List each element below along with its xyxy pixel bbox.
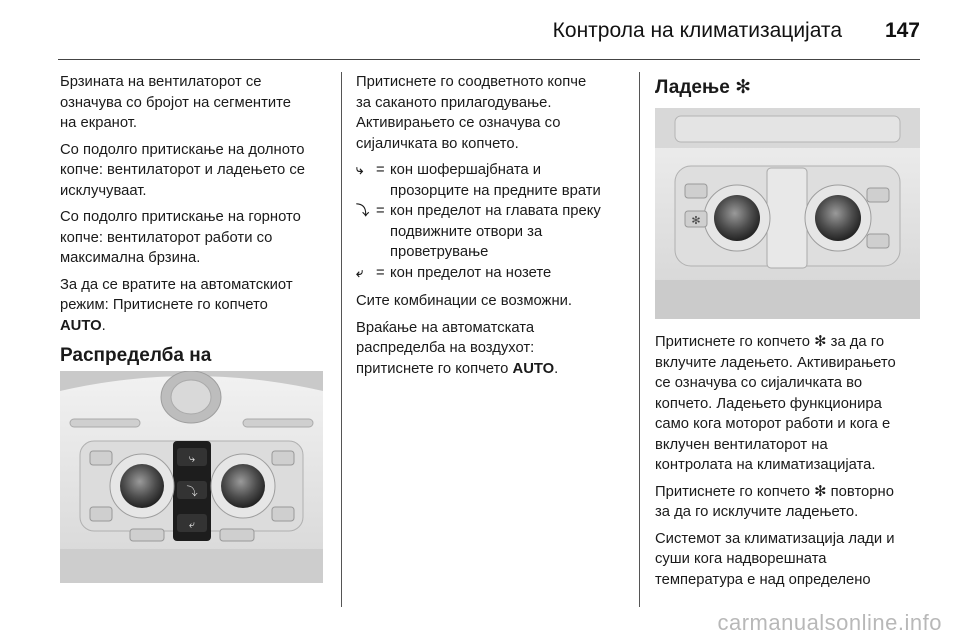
legend-text: прозорците на предните врати bbox=[390, 182, 601, 199]
page-header bbox=[0, 0, 960, 60]
text-line: се означува со сијаличката во bbox=[655, 375, 863, 391]
paragraph-lower-button bbox=[60, 140, 332, 202]
svg-text:⤷: ⤷ bbox=[188, 453, 196, 465]
svg-text:⤵: ⤵ bbox=[186, 486, 198, 498]
text-line: вклучен вентилаторот на bbox=[655, 436, 828, 453]
text-line: Со подолго притискање на долното bbox=[60, 141, 305, 158]
legend-text: кон пределот на нозете bbox=[390, 264, 552, 281]
text-line: Притиснете го копчето bbox=[655, 334, 811, 350]
auto-label: AUTO bbox=[512, 360, 555, 377]
head-airflow-icon: ⤵ bbox=[356, 203, 370, 218]
watermark: carmanualsonline.info bbox=[717, 610, 942, 635]
text-line: копче: вентилаторот и ладењето се bbox=[60, 162, 306, 178]
legend-row-windshield bbox=[356, 160, 632, 201]
paragraph-combinations bbox=[356, 291, 632, 312]
text-line: за да го исклучите ладењето. bbox=[655, 504, 859, 520]
text-line: на екранот. bbox=[60, 115, 137, 131]
paragraph-upper-button bbox=[60, 207, 332, 269]
middle-column bbox=[356, 72, 632, 385]
air-distribution-legend bbox=[356, 160, 632, 283]
text-line: максимална брзина. bbox=[60, 250, 201, 266]
paragraph-cooling-off bbox=[655, 482, 933, 523]
heading-text: Ладење bbox=[655, 77, 730, 98]
column-divider-right bbox=[639, 72, 640, 607]
text-line: притиснете го копчето bbox=[356, 360, 509, 377]
text-line: За да се вратите на автоматскиот bbox=[60, 276, 293, 293]
svg-text:✻: ✻ bbox=[691, 215, 701, 227]
text-line: копчето. Ладењето функционира bbox=[655, 395, 882, 412]
snowflake-icon: ✻ bbox=[814, 334, 827, 350]
text-line: исклучуваат. bbox=[60, 182, 147, 199]
text-line: копче: вентилаторот работи со bbox=[60, 229, 273, 246]
left-column bbox=[60, 72, 332, 398]
legend-equals: = bbox=[376, 203, 385, 219]
windshield-airflow-icon: ⤷ bbox=[356, 162, 364, 177]
text-line: само кога моторот работи и кога е bbox=[655, 416, 891, 432]
text-line: вклучите ладењето. Активирањето bbox=[655, 354, 896, 371]
heading-line: Распределба на bbox=[60, 345, 212, 366]
legend-text: подвижните отвори за bbox=[390, 223, 543, 240]
legend-text: кон шофершајбната и bbox=[390, 162, 542, 178]
auto-suffix: . bbox=[101, 317, 106, 334]
text-line: Притиснете го соодветното копче bbox=[356, 74, 587, 90]
climate-panel-photo-cooling bbox=[655, 108, 920, 319]
paragraph-press-button bbox=[356, 72, 632, 154]
text-line: повторно bbox=[830, 483, 894, 500]
legend-row-head bbox=[356, 201, 632, 263]
feet-airflow-icon: ⤶ bbox=[356, 264, 364, 280]
climate-panel-illustration bbox=[60, 371, 323, 583]
paragraph-auto-mode bbox=[60, 275, 332, 337]
text-line: за саканото прилагодување. bbox=[356, 94, 552, 111]
snowflake-icon: ✻ bbox=[735, 77, 751, 98]
text-line: режим: Притиснете го копчето bbox=[60, 297, 268, 313]
climate-panel-cooling-illustration bbox=[655, 108, 920, 319]
text-line: Сите комбинации се возможни. bbox=[356, 293, 572, 309]
legend-row-feet bbox=[356, 263, 632, 284]
svg-text:⤶: ⤶ bbox=[188, 519, 196, 531]
legend-equals: = bbox=[376, 162, 385, 178]
auto-suffix: . bbox=[554, 360, 559, 377]
legend-text: кон пределот на главата преку bbox=[390, 203, 601, 219]
text-line: распределба на воздухот: bbox=[356, 340, 535, 356]
right-column bbox=[655, 72, 930, 106]
text-line: Активирањето се означува со bbox=[356, 115, 561, 131]
legend-equals: = bbox=[376, 264, 385, 281]
snowflake-icon: ✻ bbox=[814, 483, 827, 500]
text-line: контролата на климатизацијата. bbox=[655, 457, 876, 473]
auto-label: AUTO bbox=[60, 317, 102, 334]
climate-panel-photo-distribution bbox=[60, 371, 323, 583]
text-line: Притиснете го копчето bbox=[655, 483, 811, 500]
text-line: сијаличката во копчето. bbox=[356, 135, 519, 152]
paragraph-return-auto bbox=[356, 318, 632, 380]
text-line: температура е над определено bbox=[655, 571, 871, 588]
text-line: суши кога надворешната bbox=[655, 551, 827, 567]
paragraph-fan-speed bbox=[60, 72, 332, 134]
legend-text: проветрување bbox=[390, 244, 489, 260]
text-line: означува со бројот на сегментите bbox=[60, 94, 291, 111]
text-line: Со подолго притискање на горното bbox=[60, 209, 301, 225]
right-column-body bbox=[655, 332, 933, 596]
column-divider-left bbox=[341, 72, 342, 607]
paragraph-cooling-on bbox=[655, 332, 933, 476]
paragraph-ac-system bbox=[655, 529, 933, 591]
text-line: Брзината на вентилаторот се bbox=[60, 74, 262, 90]
text-line: Враќање на автоматската bbox=[356, 319, 535, 336]
header-rule bbox=[58, 59, 920, 60]
text-line: за да го bbox=[830, 334, 885, 350]
page-title: Контрола на климатизацијата bbox=[552, 19, 842, 42]
page-number: 147 bbox=[884, 19, 920, 42]
text-line: Системот за климатизација лади и bbox=[655, 530, 895, 547]
section-heading-cooling bbox=[655, 76, 930, 100]
